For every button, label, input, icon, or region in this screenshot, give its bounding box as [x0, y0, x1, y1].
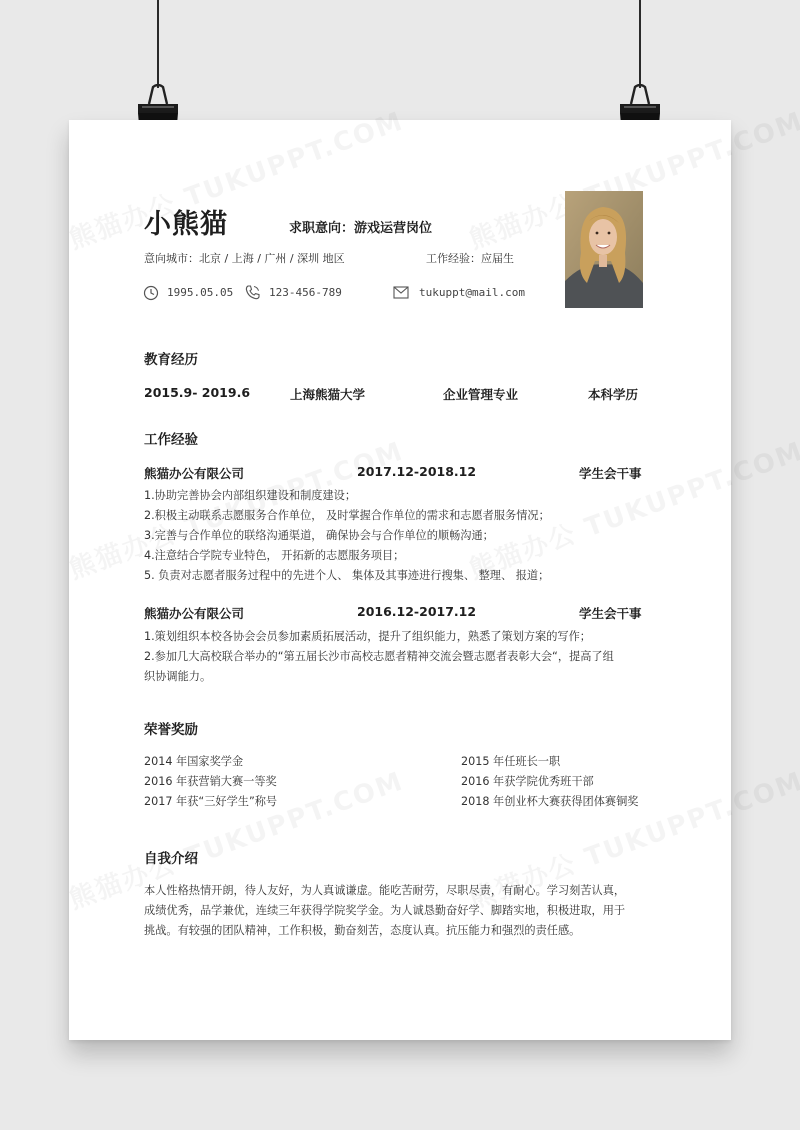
- phone-number: 123-456-789: [269, 286, 342, 299]
- hanging-wire-right: [639, 0, 641, 88]
- job-duty: 1.协助完善协会内部组织建设和制度建设；: [144, 489, 357, 502]
- candidate-name: 小熊猫: [144, 209, 228, 240]
- honor-item: 2017 年获“三好学生”称号: [144, 795, 278, 808]
- mail-icon: [393, 286, 409, 299]
- work-experience: 工作经验：应届生: [426, 252, 514, 265]
- honor-item: 2016 年获学院优秀班干部: [461, 775, 594, 788]
- intended-city: 意向城市：北京 / 上海 / 广州 / 深圳 地区: [144, 252, 345, 265]
- intro-line: 本人性格热情开朗，待人友好，为人真诚谦虚。能吃苦耐劳，尽职尽责，有耐心。学习刻苦认真，: [144, 884, 626, 897]
- birth-date: 1995.05.05: [167, 286, 234, 299]
- intro-title: 自我介绍: [144, 851, 198, 867]
- job-duty: 2.积极主动联系志愿服务合作单位， 及时掌握合作单位的需求和志愿者服务情况；: [144, 509, 550, 522]
- job-intent: 求职意向：游戏运营岗位: [289, 221, 433, 236]
- job-period: 2017.12-2018.12: [357, 464, 477, 479]
- intro-line: 成绩优秀，品学兼优，连续三年获得学院奖学金。为人诚恳勤奋好学、脚踏实地，积极进取，用于: [144, 904, 626, 917]
- honor-item: 2018 年创业杯大赛获得团体赛铜奖: [461, 795, 639, 808]
- education-degree: 本科学历: [588, 387, 639, 402]
- resume-paper: [69, 120, 731, 1040]
- job-duty: 织协调能力。: [144, 670, 212, 683]
- clock-icon: [143, 285, 159, 301]
- email-address: tukuppt@mail.com: [419, 286, 525, 299]
- phone-icon: [244, 284, 261, 301]
- job-duty: 4.注意结合学院专业特色， 开拓新的志愿服务项目；: [144, 549, 405, 562]
- honor-item: 2014 年国家奖学金: [144, 755, 244, 768]
- education-title: 教育经历: [144, 352, 198, 368]
- profile-photo: [565, 191, 643, 308]
- education-school: 上海熊猫大学: [290, 387, 366, 402]
- education-period: 2015.9- 2019.6: [144, 385, 251, 400]
- job-role: 学生会干事: [579, 606, 642, 621]
- education-major: 企业管理专业: [443, 387, 519, 402]
- hanging-wire-left: [157, 0, 159, 88]
- job-company: 熊猫办公有限公司: [144, 466, 245, 481]
- job-period: 2016.12-2017.12: [357, 604, 477, 619]
- job-duty: 3.完善与合作单位的联络沟通渠道， 确保协会与合作单位的顺畅沟通；: [144, 529, 494, 542]
- intro-line: 挑战。有较强的团队精神，工作积极，勤奋刻苦，态度认真。抗压能力和强烈的责任感。: [144, 924, 581, 937]
- job-company: 熊猫办公有限公司: [144, 606, 245, 621]
- work-title: 工作经验: [144, 432, 198, 448]
- job-duty: 1.策划组织本校各协会会员参加素质拓展活动，提升了组织能力，熟悉了策划方案的写作；: [144, 630, 591, 643]
- job-duty: 5. 负责对志愿者服务过程中的先进个人、 集体及其事迹进行搜集、 整理、 报道；: [144, 569, 550, 582]
- job-role: 学生会干事: [579, 466, 642, 481]
- honor-item: 2015 年任班长一职: [461, 755, 561, 768]
- honors-title: 荣誉奖励: [144, 722, 198, 738]
- honor-item: 2016 年获营销大赛一等奖: [144, 775, 277, 788]
- job-duty: 2.参加几大高校联合举办的“第五届长沙市高校志愿者精神交流会暨志愿者表彰大会“，提高了组: [144, 650, 614, 663]
